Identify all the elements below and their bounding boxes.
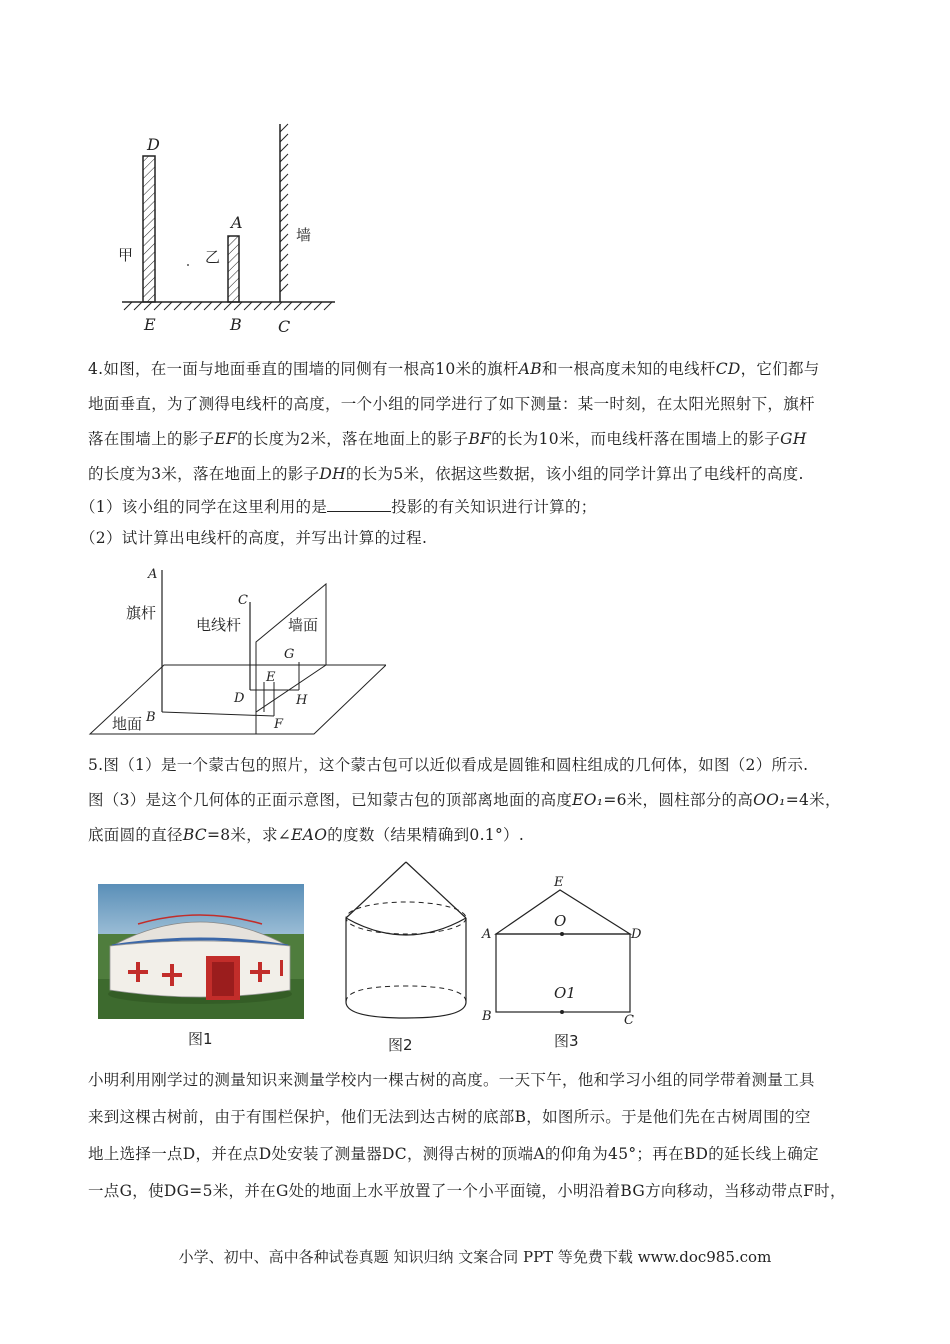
- post-yi: [228, 236, 239, 302]
- label-wall: 墙面: [288, 616, 319, 634]
- q6-line-4: 一点G，使DG=5米，并在G处的地面上水平放置了一个小平面镜，小明沿着BG方向移动，当移动带点F时，: [88, 1182, 846, 1200]
- label-yi: 乙: [205, 248, 221, 266]
- q4-line-3: 落在围墙上的影子EF的长度为2米，落在地面上的影子BF的长为10米，而电线杆落在围墙上的影子GH: [88, 430, 807, 448]
- label-B: B: [230, 315, 242, 334]
- label-E: E: [554, 875, 564, 890]
- q6-line-1: 小明利用刚学过的测量知识来测量学校内一棵古树的高度。一天下午，他和学习小组的同学带着测量工具: [88, 1071, 815, 1089]
- q6-line-2: 来到这棵古树前，由于有围栏保护，他们无法到达古树的底部B，如图所示。于是他们先在古树周围的空: [88, 1108, 811, 1126]
- figure-front-view: [478, 868, 658, 1032]
- caption-fig2: 图2: [388, 1036, 413, 1054]
- q4-line-2: 地面垂直，为了测得电线杆的高度，一个小组的同学进行了如下测量：某一时刻，在太阳光照射下，旗杆: [88, 395, 815, 413]
- figure-cone-cylinder: [336, 856, 476, 1040]
- label-H: H: [296, 693, 308, 708]
- label-electric-pole: 电线杆: [196, 616, 242, 634]
- label-F: F: [274, 717, 284, 732]
- label-O1: O1: [554, 984, 576, 1002]
- question-5: [88, 748, 878, 853]
- label-E: E: [266, 670, 276, 685]
- label-E: E: [144, 315, 156, 334]
- label-A: A: [231, 213, 243, 232]
- answer-blank: [327, 497, 391, 512]
- label-C: C: [238, 593, 248, 608]
- label-B: B: [482, 1009, 492, 1024]
- yurt-photo: [98, 884, 304, 1019]
- figure-flagpole-shadow: [86, 562, 386, 742]
- q5-line-2: 图（3）是这个几何体的正面示意图，已知蒙古包的顶部离地面的高度EO₁=6米，圆柱部分的高OO₁=4米，: [88, 791, 841, 809]
- q5-line-3: 底面圆的直径BC=8米，求∠EAO的度数（结果精确到0.1°）.: [88, 826, 525, 844]
- q5-line-1: 5.图（1）是一个蒙古包的照片，这个蒙古包可以近似看成是圆锥和圆柱组成的几何体，如图（2）所示.: [88, 756, 809, 774]
- page-footer: 小学、初中、高中各种试卷真题 知识归纳 文案合同 PPT 等免费下载 www.doc985.com: [178, 1248, 772, 1266]
- label-jia: 甲: [118, 246, 134, 264]
- wall-hatch: [280, 124, 288, 292]
- label-G: G: [284, 647, 295, 662]
- q6-line-3: 地上选择一点D，并在点D处安装了测量器DC，测得古树的顶端A的仰角为45°；再在BD的延长线上确定: [88, 1145, 819, 1163]
- post-jia: [143, 156, 155, 302]
- caption-fig1: 图1: [188, 1030, 213, 1048]
- q4-sub-2: （2）试计算出电线杆的高度，并写出计算的过程.: [80, 529, 428, 547]
- q4-line-4: 的长度为3米，落在地面上的影子DH的长为5米，依据这些数据，该小组的同学计算出了电线杆的高度.: [88, 465, 804, 483]
- question-4: [80, 352, 878, 554]
- label-O: O: [554, 912, 567, 930]
- question-6: [88, 1062, 878, 1210]
- label-wall: 墙: [296, 226, 312, 244]
- label-C: C: [624, 1013, 634, 1028]
- label-C: C: [278, 317, 291, 336]
- label-B: B: [146, 710, 156, 725]
- label-flagpole: 旗杆: [126, 604, 157, 622]
- label-A: A: [482, 927, 492, 942]
- label-D: D: [631, 927, 642, 942]
- ground-hatch: [124, 302, 332, 310]
- q4-sub-1: （1）该小组的同学在这里利用的是 投影的有关知识进行计算的；: [80, 498, 597, 516]
- stray-dot: [187, 264, 189, 266]
- q4-line-1: 4.如图，在一面与地面垂直的围墙的同侧有一根高10米的旗杆AB和一根高度未知的电线杆CD，它们都与: [88, 360, 820, 378]
- label-A: A: [148, 567, 158, 582]
- label-D: D: [234, 691, 245, 706]
- figure-towers-wall: [110, 118, 350, 340]
- label-ground: 地面: [112, 715, 143, 733]
- caption-fig3: 图3: [554, 1032, 579, 1050]
- label-D: D: [147, 135, 160, 154]
